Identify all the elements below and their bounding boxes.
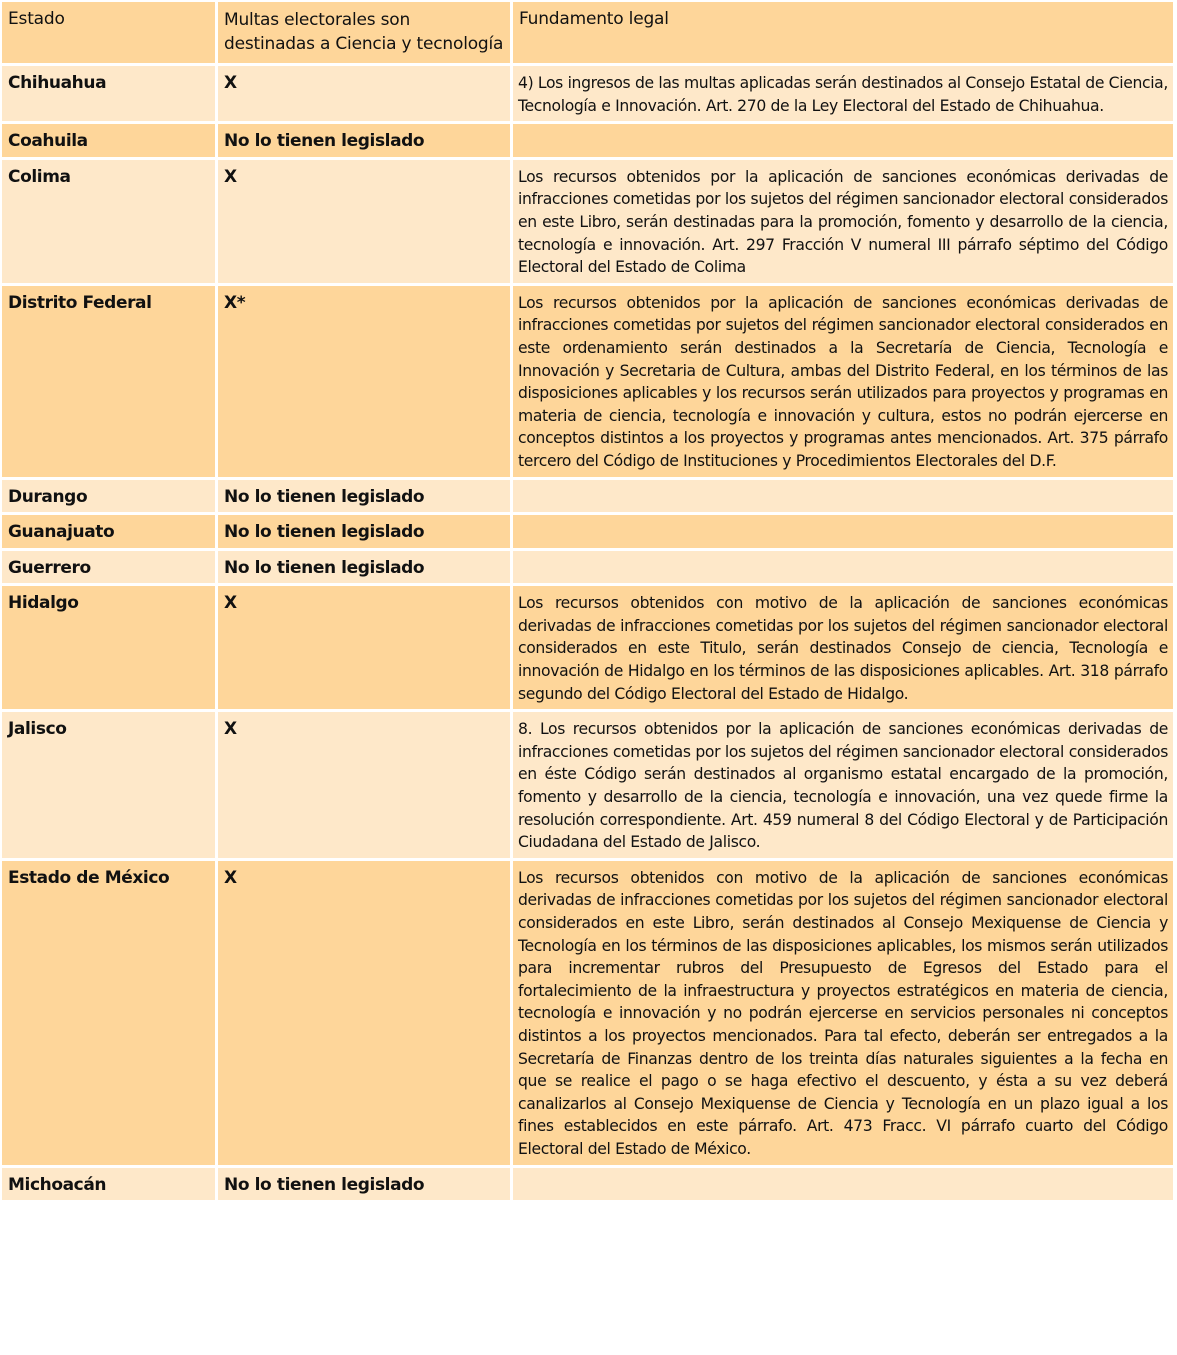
cell-multas: No lo tienen legislado [218,551,510,584]
cell-multas: No lo tienen legislado [218,480,510,513]
header-fundamento: Fundamento legal [513,2,1173,63]
table-row [2,66,1173,121]
cell-estado: Hidalgo [2,586,215,709]
cell-fundamento [513,1168,1173,1201]
table-row [2,286,1173,477]
cell-multas: No lo tienen legislado [218,515,510,548]
cell-multas: X* [218,286,510,477]
table-row [2,861,1173,1165]
cell-fundamento: Los recursos obtenidos con motivo de la aplicación de sanciones económicas derivadas de infracciones cometidas por los sujetos del régimen sancionador electoral considerados en este Libro, serán destinados al Consejo Mexiquense de Ciencia y Tecnología en los términos de las disposiciones aplicables, los mismos serán utilizados para incrementar rubros del Presupuesto de Egresos del Estado para el fortalecimiento de la infraestructura y proyectos estratégicos en materia de ciencia, tecnología e innovación y no podrán ejercerse en servicios personales ni conceptos distintos a los proyectos mencionados. Para tal efecto, deberán ser entregados a la Secretaría de Finanzas dentro de los treinta días naturales siguientes a la fecha en que se realice el pago o se haga efectivo el descuento, y ésta a su vez deberá canalizarlos al Consejo Mexiquense de Ciencia y Tecnología en un plazo igual a los fines establecidos en este párrafo. Art. 473 Fracc. VI párrafo cuarto del Código Electoral del Estado de México. [513,861,1173,1165]
cell-fundamento [513,551,1173,584]
table-row [2,586,1173,709]
cell-fundamento [513,480,1173,513]
table-row [2,551,1173,584]
cell-estado: Jalisco [2,712,215,858]
header-multas: Multas electorales son destinadas a Ciencia y tecnología [218,2,510,63]
table-row [2,160,1173,283]
cell-estado: Durango [2,480,215,513]
cell-fundamento: 8. Los recursos obtenidos por la aplicación de sanciones económicas derivadas de infracciones cometidas por los sujetos del régimen sancionador electoral considerados en éste Código serán destinados al organismo estatal encargado de la promoción, fomento y desarrollo de la ciencia, tecnología e innovación, una vez quede firme la resolución correspondiente. Art. 459 numeral 8 del Código Electoral y de Participación Ciudadana del Estado de Jalisco. [513,712,1173,858]
cell-estado: Guerrero [2,551,215,584]
table-row [2,124,1173,157]
cell-multas: X [218,712,510,858]
cell-multas: X [218,861,510,1165]
cell-multas: X [218,160,510,283]
cell-fundamento: Los recursos obtenidos por la aplicación de sanciones económicas derivadas de infracciones cometidas por sujetos del régimen sancionador electoral considerados en este ordenamiento serán destinados a la Secretaría de Ciencia, Tecnología e Innovación y Secretaria de Cultura, ambas del Distrito Federal, en los términos de las disposiciones aplicables y los recursos serán utilizados para proyectos y programas en materia de ciencia, tecnología e innovación y cultura, estos no podrán ejercerse en conceptos distintos a los proyectos y programas antes mencionados. Art. 375 párrafo tercero del Código de Instituciones y Procedimientos Electorales del D.F. [513,286,1173,477]
cell-estado: Coahuila [2,124,215,157]
cell-estado: Distrito Federal [2,286,215,477]
table-row [2,712,1173,858]
cell-estado: Estado de México [2,861,215,1165]
cell-estado: Guanajuato [2,515,215,548]
cell-estado: Michoacán [2,1168,215,1201]
header-estado: Estado [2,2,215,63]
cell-multas: X [218,586,510,709]
cell-multas: X [218,66,510,121]
cell-estado: Colima [2,160,215,283]
cell-fundamento [513,124,1173,157]
cell-estado: Chihuahua [2,66,215,121]
cell-fundamento [513,515,1173,548]
cell-fundamento: Los recursos obtenidos por la aplicación de sanciones económicas derivadas de infracciones cometidas por los sujetos del régimen sancionador electoral considerados en este Libro, serán destinadas para la promoción, fomento y desarrollo de la ciencia, tecnología e innovación. Art. 297 Fracción V numeral III párrafo séptimo del Código Electoral del Estado de Colima [513,160,1173,283]
table-header-row [2,2,1173,63]
table-row [2,515,1173,548]
table-row [2,1168,1173,1201]
cell-multas: No lo tienen legislado [218,1168,510,1201]
cell-fundamento: 4) Los ingresos de las multas aplicadas serán destinados al Consejo Estatal de Ciencia, Tecnología e Innovación. Art. 270 de la Ley Electoral del Estado de Chihuahua. [513,66,1173,121]
table-row [2,480,1173,513]
cell-fundamento: Los recursos obtenidos con motivo de la aplicación de sanciones económicas derivadas de infracciones cometidas por los sujetos del régimen sancionador electoral considerados en este Titulo, serán destinados Consejo de ciencia, Tecnología e innovación de Hidalgo en los términos de las disposiciones aplicables. Art. 318 párrafo segundo del Código Electoral del Estado de Hidalgo. [513,586,1173,709]
cell-multas: No lo tienen legislado [218,124,510,157]
